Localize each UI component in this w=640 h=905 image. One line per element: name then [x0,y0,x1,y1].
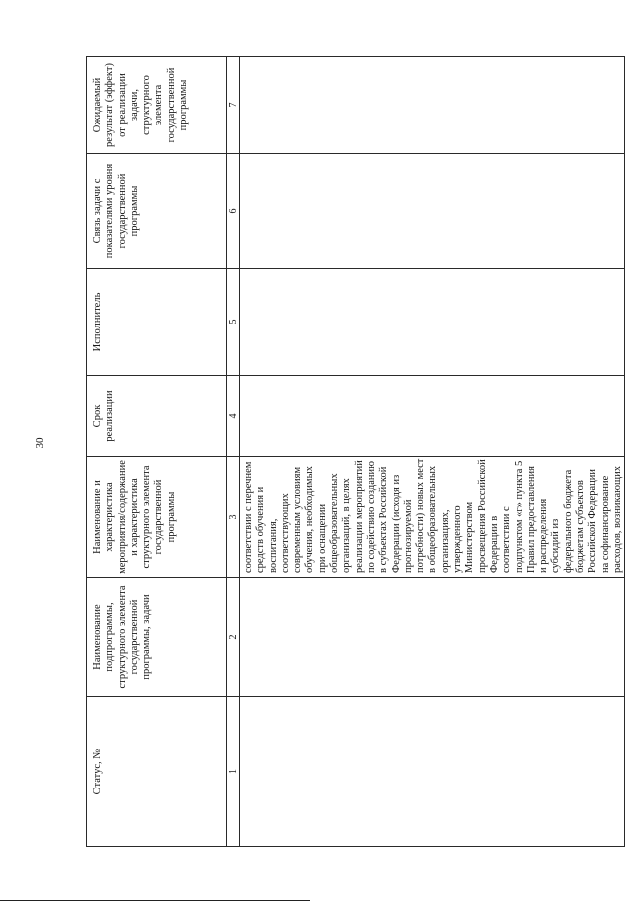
rotated-table-wrapper [70,0,623,905]
column-number-row [227,57,240,847]
measure-text-line: соответствующих [279,493,291,573]
measure-text-line: Правил предоставления [525,465,537,573]
measure-text-line: средств обучения и [255,486,267,573]
measure-text-line: современным условиям [292,466,304,573]
column-number: 1 [227,697,240,847]
cell-period [240,376,625,457]
header-indicator-link: Связь задачи с показателями уровня государственной программы [87,154,227,269]
cell-executor [240,269,625,376]
measure-text-line: по содействию созданию [365,461,377,573]
header-measure-description: Наименование и характеристика мероприятия/содержание и характеристика структурного элемента государственной программы [87,457,227,578]
measure-text-line: Российской Федерации [587,469,599,573]
cell-indicator-link [240,154,625,269]
cell-status [240,697,625,847]
measure-text-line: бюджетам субъектов [575,480,587,573]
header-status: Статус, № [87,697,227,847]
measure-text-line: расходов, возникающих [611,466,623,573]
measure-text-line: Министерством [464,501,476,573]
measure-text-line: Федерации в [488,515,500,573]
measure-text-line: соответствии с [501,506,513,573]
measure-text-line: воспитания, [267,518,279,573]
measure-text-line: подпунктом «г» пункта 5 [513,460,525,573]
cell-subprogram [240,578,625,697]
footnote-divider [0,900,310,901]
measure-text-line: федерального бюджета [562,469,574,573]
measure-text-line: реализации мероприятий [353,460,365,573]
measures-table [86,56,625,847]
measure-text-line: организациях, [439,509,451,573]
header-executor: Исполнитель [87,269,227,376]
table-row [240,57,625,847]
column-number: 6 [227,154,240,269]
cell-measure-description [240,457,625,578]
measure-text-line: утвержденного [452,505,464,573]
column-number: 4 [227,376,240,457]
measure-text-line: прогнозируемой [402,499,414,573]
column-number: 7 [227,57,240,154]
measure-text-line: Федерации (исходя из [390,474,402,573]
column-number: 3 [227,457,240,578]
measure-text-line: просвещения Российской [476,459,488,573]
header-subprogram-name: Наименование подпрограммы, структурного элемента государственной программы, задачи [87,578,227,697]
measure-text-line: потребности) новых мест [415,458,427,573]
header-period: Срок реализации [87,376,227,457]
measure-text-line: в субъектах Российской [378,466,390,573]
measure-text-line: соответствии с перечнем [243,461,254,573]
measure-text-line: субсидий из [550,518,562,573]
measure-text-line: в общеобразовательных [427,465,439,573]
measure-text-line: общеобразовательных [329,473,341,573]
page-number: 30 [34,437,46,449]
column-number: 2 [227,578,240,697]
header-expected-result: Ожидаемый результат (эффект) от реализации задачи, структурного элемента государственной программы [87,57,227,154]
column-number: 5 [227,269,240,376]
measure-text-line: организаций, в целях [341,478,353,573]
cell-expected-result [240,57,625,154]
measure-text-line: и распределения [538,498,550,573]
header-row [87,57,227,847]
measure-text-line: обучения, необходимых [304,466,316,573]
measure-text-line: при оснащении [316,503,328,573]
measure-text-line: на софинансирование [599,475,611,573]
